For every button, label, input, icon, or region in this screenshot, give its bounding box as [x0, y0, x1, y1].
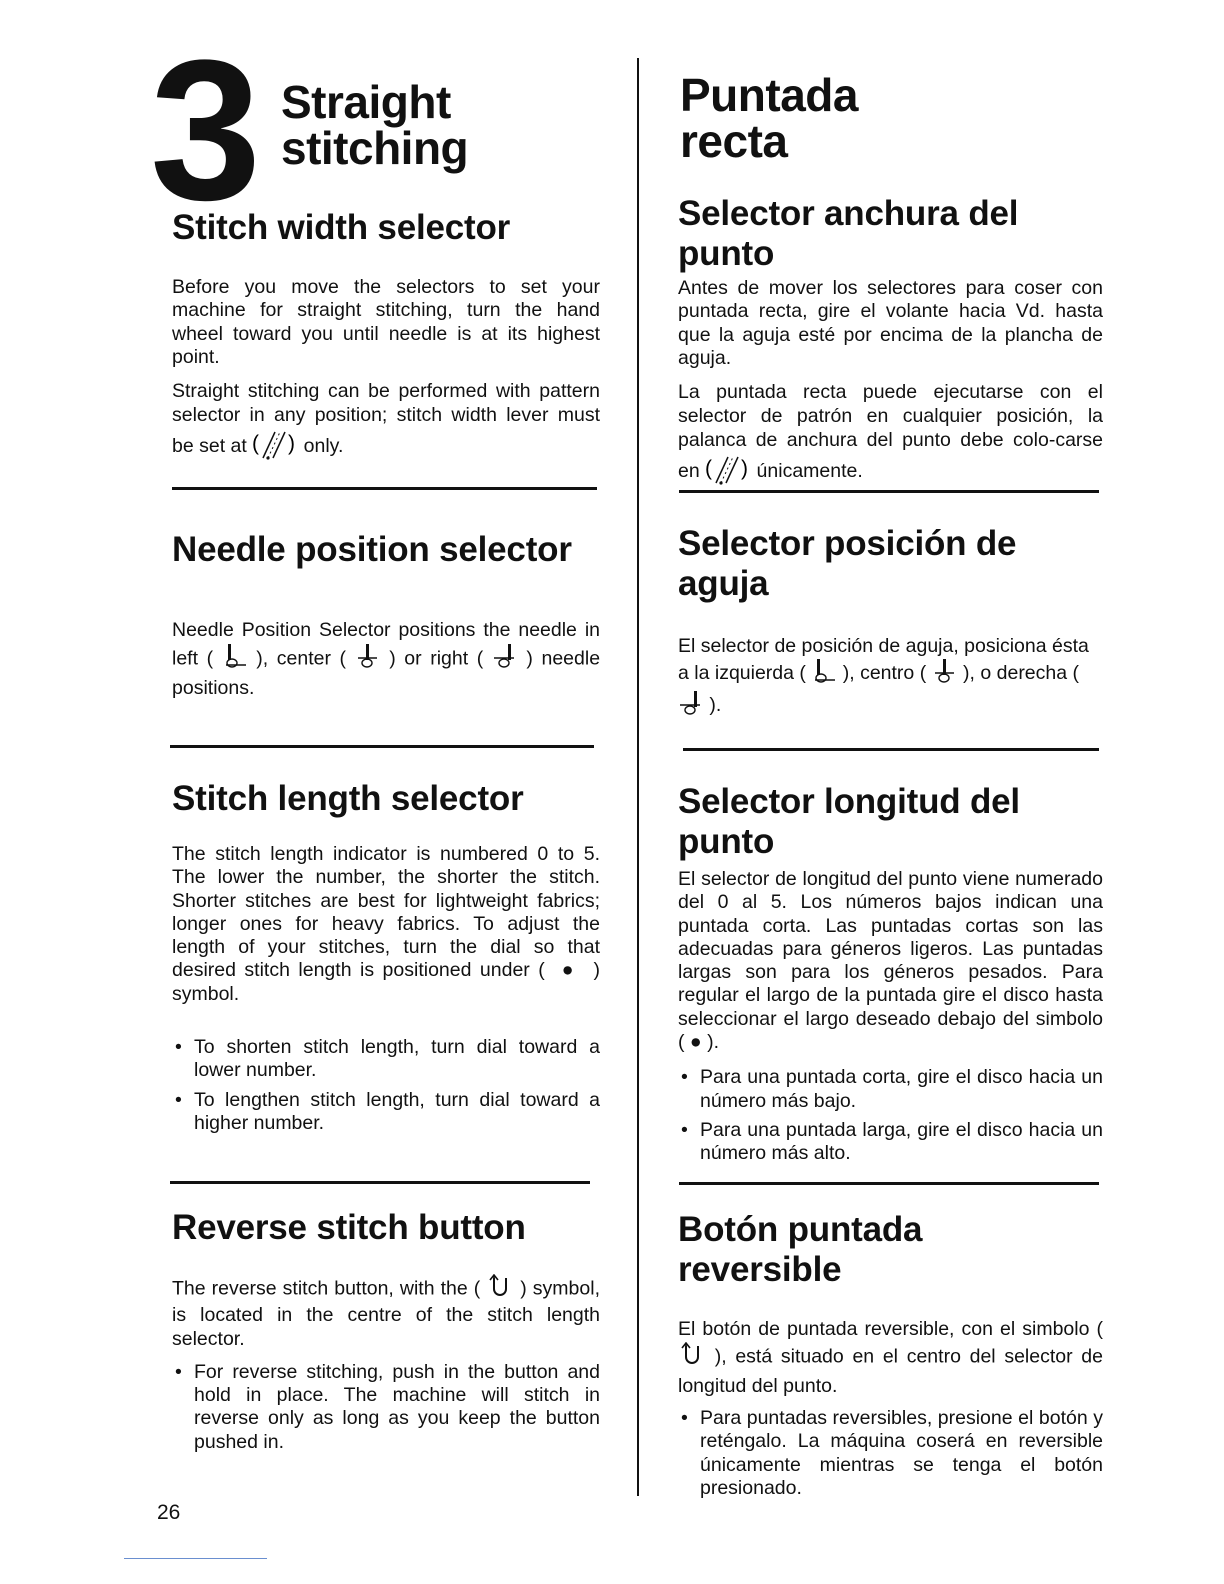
list-item: • To shorten stitch length, turn dial toward a lower number.	[175, 1036, 600, 1082]
list-item: • Para una puntada larga, gire el disco hacia un número más alto.	[681, 1118, 1103, 1165]
text-run: La puntada recta puede ejecutarse con el selector de patrón en cualquier posición, la palanca de anchura del punto debe colo-carse en	[678, 381, 1103, 483]
svg-text:): )	[288, 432, 296, 456]
reverse-stitch-icon	[678, 1342, 706, 1373]
section-heading-line2: aguja	[678, 564, 769, 603]
chapter-title-line2: recta	[680, 115, 788, 167]
paragraph: Antes de mover los selectores para coser con puntada recta, gire el volante hacia Vd. hasta que la aguja esté por encima de la plancha de aguja.	[678, 277, 1103, 369]
section-heading: Reverse stitch button	[172, 1208, 526, 1247]
list-item: • For reverse stitching, push in the button and hold in place. The machine will stitch in reverse only as long as you keep the button pushed in.	[175, 1360, 600, 1453]
bullet-symbol-icon: ●	[689, 1031, 702, 1054]
section-rule	[170, 745, 594, 748]
section-heading-line2: punto	[678, 822, 775, 861]
section-stitch-length-es	[678, 782, 1103, 1166]
bullet-list	[678, 1407, 1103, 1500]
column-divider	[637, 58, 639, 1496]
text-run: The stitch length indicator is numbered 0 to 5. The lower the number, the shorter the stitch. Shorter stitches are best for lightweight fabrics; longer ones for heavy fabrics. To adjust the length of your stitches, turn the dial so that desired stitch length is positioned under (	[172, 843, 600, 982]
section-heading: Needle position selector	[172, 530, 572, 569]
bullet-list	[172, 1361, 600, 1454]
needle-right-icon	[492, 643, 518, 676]
text-run: ), o derecha (	[963, 662, 1080, 685]
paragraph	[678, 634, 1103, 722]
paragraph	[172, 843, 600, 1006]
text-run: only.	[303, 435, 344, 458]
chapter-title-line1: Straight	[281, 76, 451, 128]
section-rule	[170, 1181, 590, 1184]
text-run: The reverse stitch button, with the (	[172, 1277, 481, 1300]
section-heading-line1: Selector posición de	[678, 524, 1017, 563]
section-heading: Stitch length selector	[172, 779, 524, 818]
chapter-title-line1: Puntada	[680, 69, 858, 121]
bullet-symbol-icon: ●	[553, 959, 586, 982]
section-needle-position-en	[172, 530, 600, 701]
paragraph	[172, 618, 600, 701]
page-number: 26	[157, 1501, 181, 1524]
section-rule	[172, 487, 597, 490]
needle-right-icon	[678, 690, 704, 722]
section-rule	[679, 490, 1099, 493]
reverse-stitch-icon	[486, 1274, 514, 1304]
section-stitch-length-en	[172, 779, 600, 1135]
chapter-number: 3	[150, 19, 256, 242]
section-rule	[683, 748, 1099, 751]
needle-center-icon	[355, 643, 381, 676]
section-rule	[679, 1182, 1099, 1185]
section-heading-line2: punto	[678, 234, 775, 273]
text-run: El selector de posición de aguja, posiciona ésta a la izquierda (	[678, 635, 1089, 685]
svg-text:(: (	[705, 457, 713, 481]
section-heading-line2: reversible	[678, 1250, 842, 1289]
section-heading: Stitch width selector	[172, 208, 511, 247]
needle-left-icon	[222, 643, 248, 676]
svg-text:(: (	[252, 432, 260, 456]
section-stitch-width-en	[172, 208, 600, 467]
paragraph	[172, 1274, 600, 1351]
chapter-title-es	[680, 69, 858, 167]
paragraph	[678, 868, 1103, 1054]
bullet-list	[172, 1036, 600, 1135]
paragraph	[172, 379, 600, 467]
section-reverse-stitch-en	[172, 1208, 600, 1454]
section-heading-line1: Selector longitud del	[678, 782, 1020, 821]
section-heading-line1: Botón puntada	[678, 1210, 923, 1249]
text-run: ).	[707, 1031, 720, 1054]
paragraph: Before you move the selectors to set your machine for straight stitching, turn the hand wheel toward you until needle is at its highest point.	[172, 276, 600, 368]
text-run: Straight stitching can be performed with pattern selector in any position; stitch width lever must be set at	[172, 380, 600, 458]
chapter-title-en	[281, 76, 469, 174]
text-run: ) or right (	[389, 647, 484, 670]
svg-text:): )	[741, 457, 749, 481]
needle-left-icon	[811, 658, 837, 690]
list-item: • Para una puntada corta, gire el disco hacia un número más bajo.	[681, 1066, 1103, 1112]
section-needle-position-es	[678, 524, 1103, 722]
text-run: ) needle positions.	[172, 647, 601, 699]
text-run: El botón de puntada reversible, con el simbolo (	[678, 1318, 1103, 1340]
text-run: ), center (	[256, 647, 347, 670]
text-run: ), centro (	[842, 662, 927, 685]
paragraph	[678, 1316, 1103, 1399]
straight-stitch-width-symbol-icon	[705, 452, 751, 492]
text-run: ) symbol.	[172, 959, 601, 1005]
section-heading-line1: Selector anchura del	[678, 194, 1019, 233]
straight-stitch-width-symbol-icon	[252, 427, 298, 467]
paragraph	[678, 380, 1103, 492]
text-run: Needle Position Selector positions the needle in left (	[172, 619, 600, 670]
needle-center-icon	[932, 658, 958, 690]
footer-line	[124, 1558, 267, 1559]
section-reverse-stitch-es	[678, 1210, 1103, 1500]
text-run: ) symbol, is located in the centre of the stitch length selector.	[172, 1277, 600, 1350]
section-stitch-width-es	[678, 194, 1103, 492]
text-run: únicamente.	[756, 460, 863, 483]
bullet-list	[678, 1066, 1103, 1165]
list-item: • Para puntadas reversibles, presione el botón y reténgalo. La máquina coserá en reversible únicamente mientras se tenga el botón presionado.	[681, 1407, 1103, 1499]
text-run: ), está situado en el centro del selector de longitud del punto.	[678, 1345, 1103, 1397]
chapter-title-line2: stitching	[281, 122, 469, 174]
list-item: • To lengthen stitch length, turn dial toward a higher number.	[175, 1088, 600, 1134]
text-run: El selector de longitud del punto viene numerado del 0 al 5. Los números bajos indican una puntada corta. Las puntadas cortas son las adecuadas para géneros ligeros. Las puntadas largas son para los géneros pesados. Para regular el largo de la puntada gire el disco hasta seleccionar el largo deseado debajo del simbolo (	[678, 868, 1103, 1054]
text-run: ).	[709, 694, 722, 717]
